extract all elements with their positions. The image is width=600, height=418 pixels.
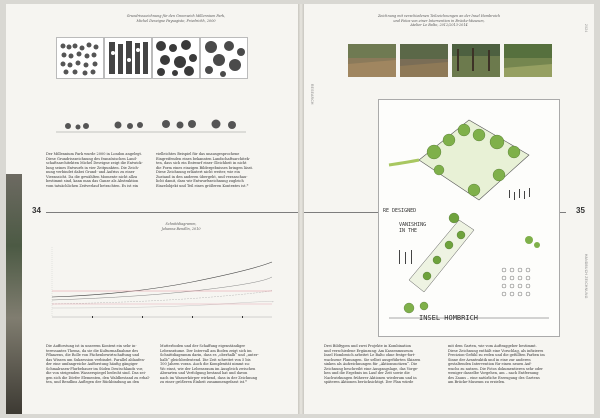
plan-drawing-tile-3 (152, 37, 200, 79)
plan-drawing-tile-1 (56, 37, 104, 79)
side-label-top: 2024 (584, 24, 588, 33)
chart-caption: Schnittdiagramm, Johanna Bendlin, 2010 (161, 222, 201, 231)
photo-forest-2 (400, 44, 448, 77)
right-page (304, 4, 594, 414)
plan-drawing-tile-4 (200, 37, 248, 79)
section-diagram (42, 242, 282, 327)
sketch-label-insel: INSEL HOMBRICH (419, 314, 479, 322)
side-label-mid: RESEARCH (310, 84, 314, 105)
tree-elevation-row (56, 119, 246, 133)
rule-left (46, 212, 298, 213)
body-column-1: Der Millennium Park wurde 2000 in London angelegt. Diese Grundrisszeichnung des französischen Land- schaftsarchitekten Michel Desvigne zeigt die Entwick- lung seines Entwurfs in vier Zeitpunkten. Die Zeich- nung verbindet dabei Grund- und Aufriss zu einer Vieransicht. Da die gewählten Momente nicht allzu bestimmt sind, kann man das Ganze als Abstraktion vom tatsächlichen Zeitverlauf betrachten. Es ist ein (46, 152, 143, 188)
photo-forest-4 (504, 44, 552, 77)
photo-forest-1 (348, 44, 396, 77)
right-top-caption: Zeichnung mit verschiedenen Teilzeichnungen an der Insel Hombroich und Fotos von einer Intervention in Brücke-Museum, Atelier Le Balto, 2012/2013-2014 (377, 14, 501, 28)
page-number-left: 34 (32, 206, 41, 215)
right-bottom-column-2: mit dem Garten, wie vom Auftraggeber bestimmt. Diese Zeichnung enthält eine Vorschlag, als infizieres Precizion-Gefühl zu reden und die gefüllten Farben im Sinne der Avantraktik und in eine zur anderen gestaltenden Intervention für einen neuen Auf- wuchs zu nutzen. Die Fotos dokumentieren sehr oder weniger dasselbe Vorgehen, am – nach Entfernung des Zauns – eine natürliche Erzeugung des Gartens am Brücke-Museum zu erzielen. (448, 344, 545, 384)
sketch-label-redesigned: RE DESIGNED (383, 208, 417, 214)
bottom-column-2: Mutterboden und der Schaffung eigenständiger Lebensräume. Der Intervall am Boden zeigt sich im Schnittdiagramm darin, dass es „oberhalb“ und „unter- halb“ gleichbedeutend. Die Zeit schreitet von 5 bis 100 Jahren voran. Auch die Komplexität nimmt zu: Wo einst, wie der Lebensraum im Ausgleich zwischen Abwarten und Verfolgung bestand hat und davon nach im Wasserkörper wirkend, dass in der Zeichnung zu einer größeren Einheit zusammengefasst ist.* (160, 344, 259, 384)
sketch-label-vanishing: VANISHING IN THE (399, 222, 427, 234)
bottom-column-1: Die Aufforstung ist in unserem Kontext ein sehr in- teressantes Thema, da sie die Kulturmaßnahme des Pflanzens, die Rolle von Fächenbewirtschaftung und das Wissen um Sukzession verbindet. Parallel ablaufen- der eine umfangreiche Aufforstung häufig gängiger Schmalrasen-Flurbebauer im Süden Deutschlands vor, die von steigenden Wasserspiegel bedroht sind. Das zei- gen sich die Dörfer Elementen, den Waldbestand zu erhal- ten, und Bendlins Auflegen der Rückbindung an den (46, 344, 150, 384)
photo-forest-3 (452, 44, 500, 77)
hand-sketch-drawing (378, 99, 560, 337)
left-page (6, 4, 298, 414)
book-spread (6, 4, 594, 414)
right-bottom-column-1: Drei Bildtypen und zwei Projekte in Kombination und verschiedene Ergänzung: Am Kassenmuseum Insel Hombroich arbeitet Le Balto ohne festge-fort- wachsene Planungen. Sie selbst ausgeführten Skizzen sinken als Aufzeichnungen für „Aktionsnotizen“. Die Zeichnung beschreibt eine Ausgangslage, das Vorge- hen und die Ergebnis im Lauf der Zeit sowie die Nachwirkungen früherer Aktionen wiederum und in späteren Aktionen berücksichtigt. Der Plan würde (324, 344, 421, 384)
photo-edge-strip (6, 174, 22, 414)
plan-drawing-tile-2 (104, 37, 152, 79)
body-column-2: vielleichtes Beispiel für das unausgesprochene Eingreifenden eines bekannten Landschaftsarchitek- ten, dass sich ein Entwurf einer Gleichheit in nicht die Form eines einzigen Bildergebnisses bringen lässt. Diese Zeichnung erläutert nicht weiter, wie ein Zustand in den anderen übergeht, und veranschau- licht damit, dass wir Entwurfszeichnung zugleich Einzelobjekt und Teil eines größeren Kontextes ist.* (156, 152, 254, 188)
top-caption: Grundrisszeichnung für den Greenwich Millennium Park, Michel Desvigne Paysagiste, Friedrichh, 2000 (126, 14, 226, 23)
page-number-right: 35 (576, 206, 585, 215)
side-label-vertical: HANDBUCH ZEICHNUNG (584, 254, 588, 299)
